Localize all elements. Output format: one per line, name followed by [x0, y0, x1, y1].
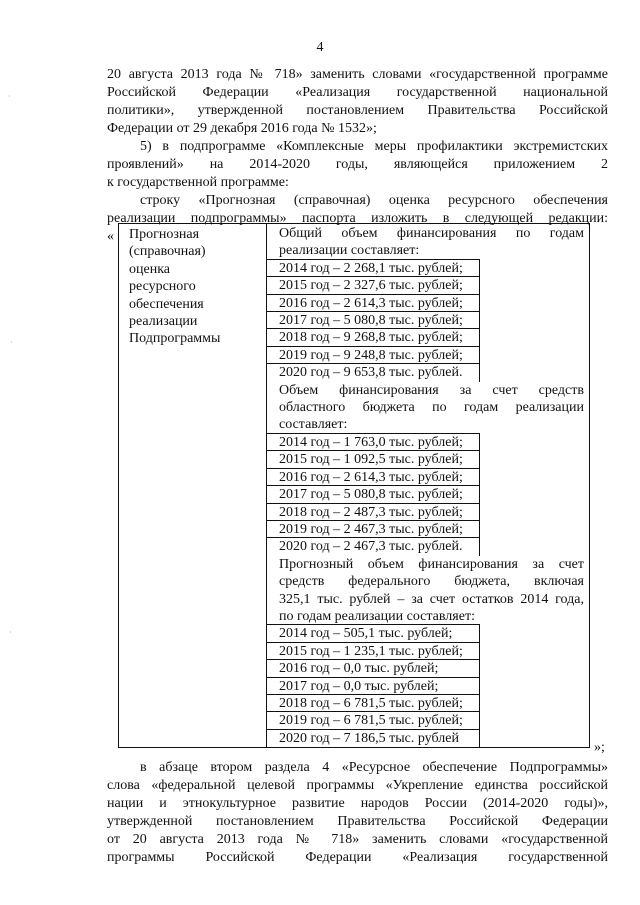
- content-line: 2016 год – 2 614,3 тыс. рублей;: [267, 468, 480, 486]
- label-line: оценка: [129, 261, 171, 277]
- text-line: в абзаце втором раздела 4 «Ресурсное обеспечение Подпрограммы»: [140, 760, 608, 775]
- text-line: Федерации от 29 декабря 2016 года № 1532»;: [107, 121, 377, 136]
- text-line: от 20 августа 2013 года № 718» заменить словами «государственной: [107, 832, 608, 847]
- passport-table: [118, 223, 590, 748]
- content-line: 2018 год – 2 487,3 тыс. рублей;: [267, 503, 480, 521]
- row-label-cell: [119, 224, 267, 748]
- text-line: 5) в подпрограмме «Комплексные меры профилактики экстремистских: [140, 139, 608, 154]
- text-line: Российской Федерации «Реализация государственной национальной: [107, 85, 608, 100]
- scan-speck: ·: [10, 338, 13, 347]
- content-line: Объем финансирования за счет средств: [279, 382, 584, 398]
- content-line: 2014 год – 2 268,1 тыс. рублей;: [267, 259, 480, 277]
- label-line: Прогнозная: [129, 227, 200, 242]
- content-line: 2020 год – 2 467,3 тыс. рублей.: [267, 537, 480, 555]
- table-row: [119, 224, 590, 748]
- label-line: обеспечения: [129, 296, 204, 312]
- label-line: Подпрограммы: [129, 331, 221, 347]
- content-line: областного бюджета по годам реализации: [279, 400, 584, 416]
- content-line: 2015 год – 1 235,1 тыс. рублей;: [267, 642, 480, 660]
- content-line: 2014 год – 505,1 тыс. рублей;: [267, 624, 480, 642]
- text-line: утвержденной постановлением Правительства Российской Федерации: [107, 814, 608, 829]
- label-line: (справочная): [129, 244, 206, 260]
- scan-speck: ·: [8, 92, 11, 101]
- content-line: 2017 год – 5 080,8 тыс. рублей;: [267, 485, 480, 503]
- label-line: ресурсного: [129, 279, 196, 295]
- content-line: 2020 год – 7 186,5 тыс. рублей: [267, 729, 480, 747]
- content-line: 2018 год – 9 268,8 тыс. рублей;: [267, 328, 480, 346]
- text-line: проявлений» на 2014-2020 годы, являющейся приложением 2: [107, 157, 608, 172]
- content-line: 2015 год – 1 092,5 тыс. рублей;: [267, 450, 480, 468]
- opening-quote: «: [107, 229, 114, 244]
- text-line: 20 августа 2013 года № 718» заменить словами «государственной программе: [107, 67, 608, 82]
- content-line: 2018 год – 6 781,5 тыс. рублей;: [267, 694, 480, 712]
- content-line: 2020 год – 9 653,8 тыс. рублей.: [267, 363, 480, 381]
- text-line: реализации подпрограммы» паспорта изложить в следующей редакции:: [107, 211, 608, 226]
- content-line: 2016 год – 0,0 тыс. рублей;: [267, 659, 480, 677]
- content-line: 2019 год – 2 467,3 тыс. рублей;: [267, 520, 480, 538]
- text-line: слова «федеральной целевой программы «Укрепление единства российской: [107, 778, 608, 793]
- page-number: 4: [316, 40, 324, 55]
- scan-speck: ·: [9, 628, 12, 637]
- content-line: средств федерального бюджета, включая: [279, 574, 584, 590]
- content-line: 2017 год – 0,0 тыс. рублей;: [267, 677, 480, 695]
- text-line: нации и этнокультурное развитие народов России (2014-2020 годы)»,: [107, 796, 608, 811]
- text-line: программы Российской Федерации «Реализация государственной: [107, 850, 608, 865]
- text-line: политики», утвержденной постановлением Правительства Российской: [107, 103, 608, 118]
- content-line: 2015 год – 2 327,6 тыс. рублей;: [267, 276, 480, 294]
- content-line: Общий объем финансирования по годам: [279, 226, 584, 241]
- content-line: реализации составляет:: [279, 243, 420, 259]
- closing-quote: »;: [594, 740, 605, 755]
- content-line: составляет:: [279, 417, 348, 433]
- content-line: Прогнозный объем финансирования за счет: [279, 556, 584, 572]
- content-line: 2019 год – 6 781,5 тыс. рублей;: [267, 711, 480, 729]
- content-line: 2019 год – 9 248,8 тыс. рублей;: [267, 346, 480, 364]
- content-line: 2016 год – 2 614,3 тыс. рублей;: [267, 294, 480, 312]
- content-line: 2017 год – 5 080,8 тыс. рублей;: [267, 311, 480, 329]
- text-line: строку «Прогнозная (справочная) оценка ресурсного обеспечения: [140, 193, 608, 208]
- content-line: по годам реализации составляет:: [279, 608, 475, 624]
- label-line: реализации: [129, 314, 198, 330]
- row-content-cell: [267, 224, 590, 748]
- content-line: 325,1 тыс. рублей – за счет остатков 2014 года,: [279, 591, 584, 607]
- text-line: к государственной программе:: [107, 175, 289, 190]
- content-line: 2014 год – 1 763,0 тыс. рублей;: [267, 433, 480, 451]
